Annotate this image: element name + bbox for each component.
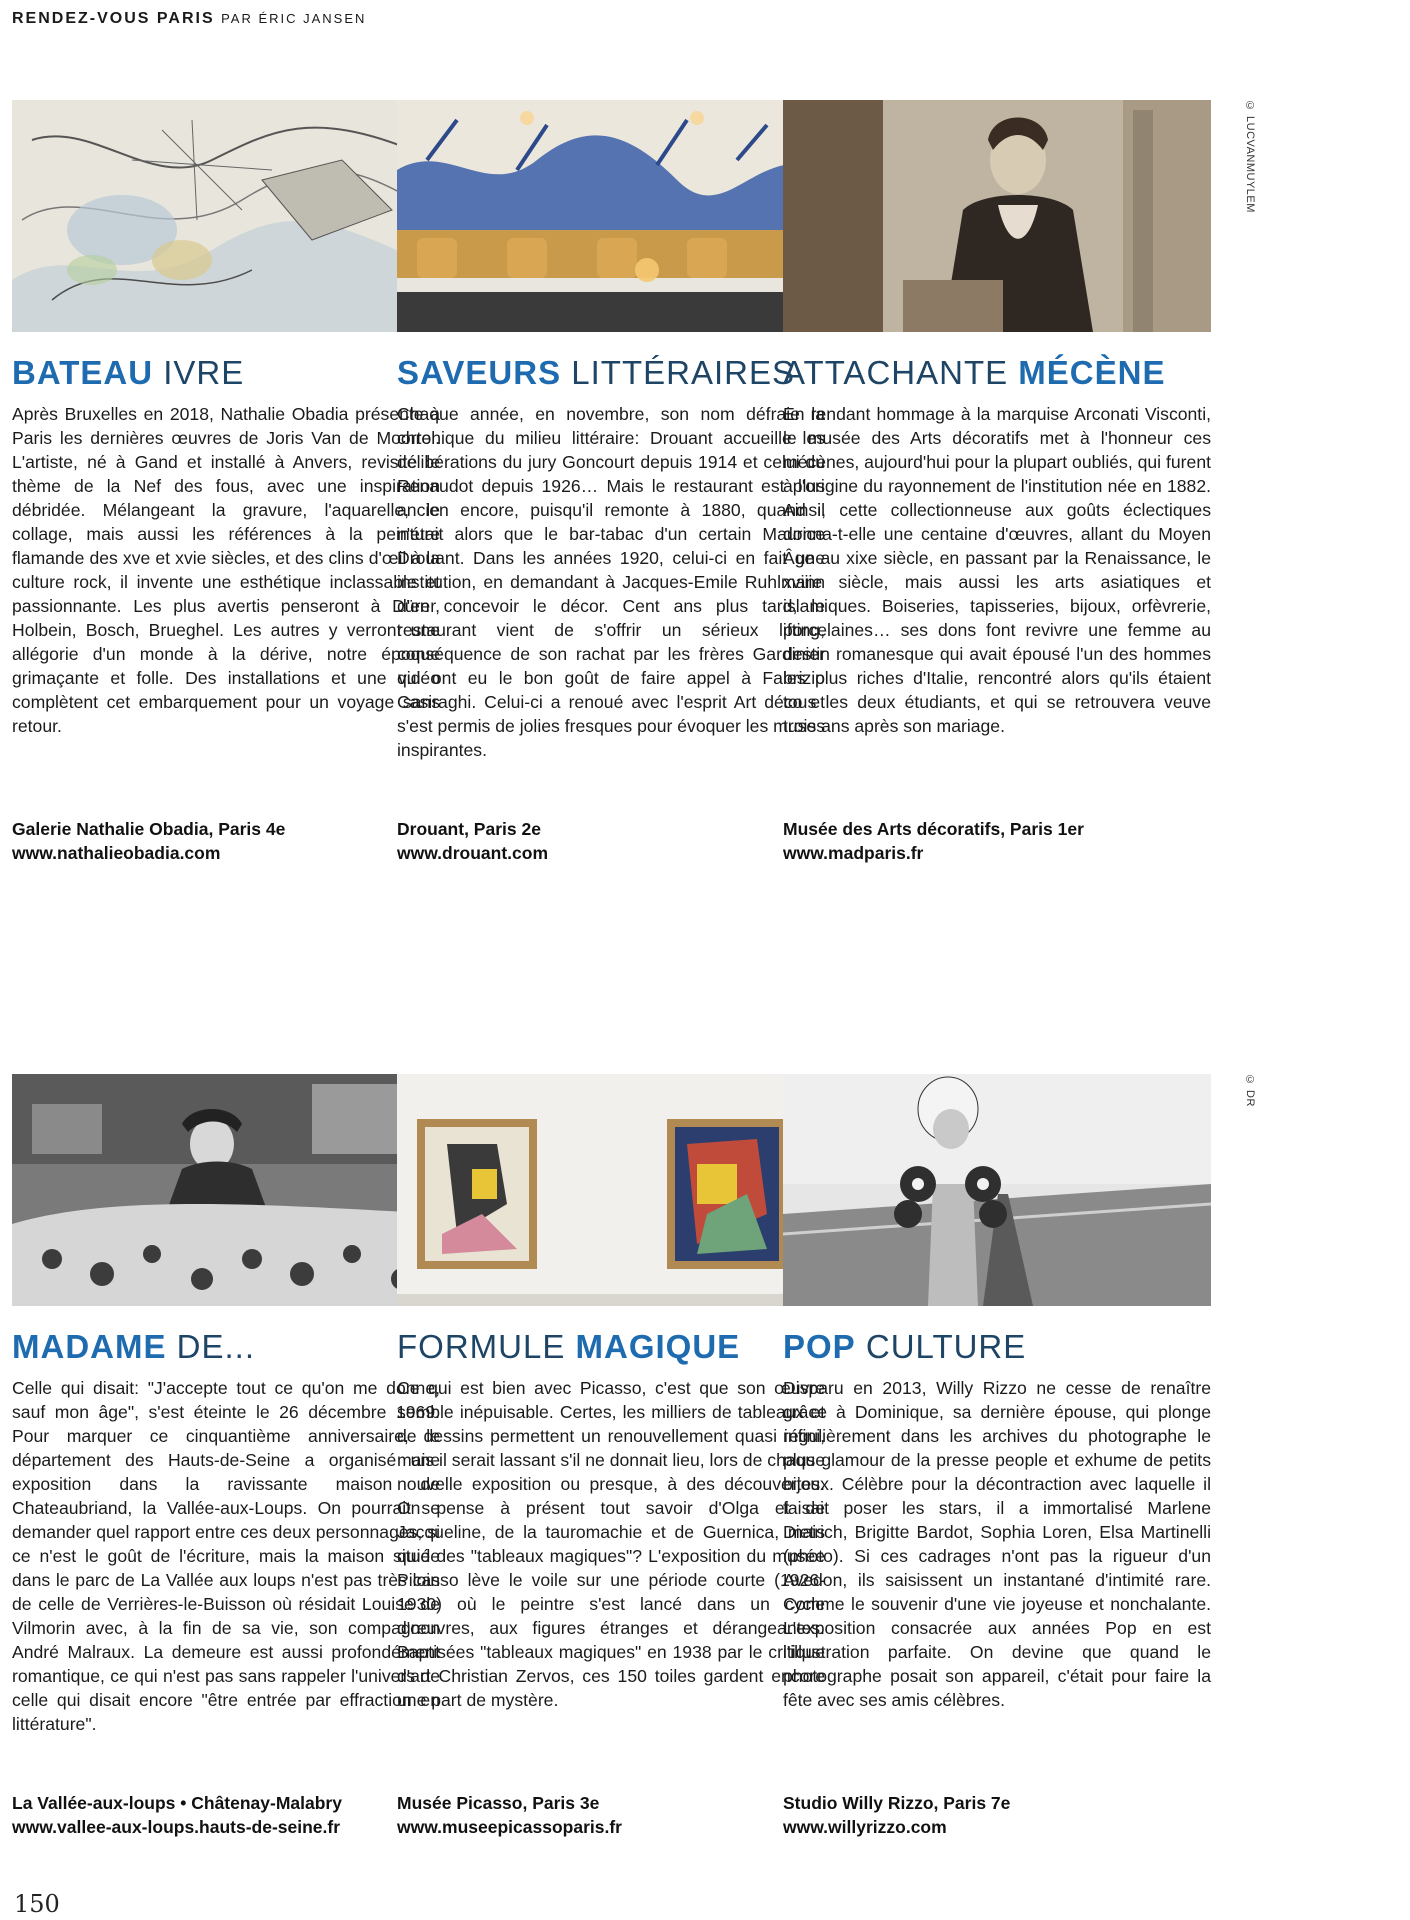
article-paragraph: En rendant hommage à la marquise Arconati Visconti, le musée des Arts décoratifs met à l'honneur ces mécènes, aujourd'hui pour la plupart oubliés, qui furent à l'origine du rayonnement de l'institution née en 1882. Ainsi, cette collectionneuse aux goûts éclectiques donna-t-elle une centaine d'œuvres, allant du Moyen Âge au xixe siècle, en passant par la Renaissance, le xviiie siècle, mais aussi les arts asiatiques et islamiques. Boiseries, tapisseries, bijoux, orfèvrerie, porcelaines… ses dons font revivre une femme au destin romanesque qui avait épousé l'un des hommes les plus riches d'Italie, rencontré alors qu'ils étaient tous les deux étudiants, et qui se retrouvera veuve trois ans après son mariage. <box>783 404 1211 736</box>
article-body <box>397 1376 825 1712</box>
venue-url: www.museepicassoparis.fr <box>397 1817 622 1837</box>
photo-credit: © LUCVANMUYLEM <box>1244 100 1256 213</box>
venue-info <box>783 1791 1223 1839</box>
article-photo-model <box>783 1074 1211 1306</box>
title-pre: ATTACHANTE <box>783 354 1009 391</box>
venue-name: Musée Picasso, Paris 3e <box>397 1793 600 1813</box>
title-rest: LITTÉRAIRES <box>571 354 795 391</box>
article-paragraph: Disparu en 2013, Willy Rizzo ne cesse de renaître grâce à Dominique, sa dernière épouse, qui plonge régulièrement dans les archives du photographe le plus glamour de la presse people et exhume de petits bijoux. Célèbre pour la décontraction avec laquelle il faisait poser les stars, il a immortalisé Marlene Dietrich, Brigitte Bardot, Sophia Loren, Elsa Martinelli (photo). Si ces cadrages n'ont pas la rigueur d'un Avedon, ils saisissent un instantané d'intimité rare. Comme le souvenir d'une vie joyeuse et nonchalante. L'exposition consacrée aux années Pop en est l'illustration parfaite. On devine que quand le photographe posait son appareil, c'était pour faire la fête avec ses amis célèbres. <box>783 1378 1211 1710</box>
article-photo-artwork <box>12 100 440 332</box>
title-highlight: SAVEURS <box>397 354 562 391</box>
title-highlight: MAGIQUE <box>575 1328 741 1365</box>
venue-info <box>397 817 837 865</box>
section-title: RENDEZ-VOUS PARIS <box>12 10 215 27</box>
page-header <box>12 10 366 28</box>
venue-info <box>12 817 452 865</box>
venue-name: Galerie Nathalie Obadia, Paris 4e <box>12 819 286 839</box>
article-paragraph: Ce qui est bien avec Picasso, c'est que son œuvre semble inépuisable. Certes, les milliers de tableaux et de dessins permettent un renouvellement quasi infini, mais il serait lassant s'il ne donnait lieu, lors de chaque nouvelle exposition ou presque, à des découvertes. On pense à présent tout savoir d'Olga et de Jacqueline, de la tauromachie et de Guernica, mais quid des "tableaux magiques"? L'exposition du musée Picasso lève le voile sur une période courte (1926-1930) où le peintre s'est lancé dans un cycle d'œuvres, aux figures étranges et dérangeantes. Baptisées "tableaux magiques" en 1938 par le critique d'art Christian Zervos, ces 150 toiles gardent encore une part de mystère. <box>397 1378 825 1710</box>
article-photo-paintings <box>397 1074 825 1306</box>
venue-info <box>397 1791 837 1839</box>
title-rest: DE... <box>176 1328 256 1365</box>
article-paragraph: Chaque année, en novembre, son nom défraie la chronique du milieu littéraire: Drouant accueille les délibérations du jury Goncourt depuis 1914 et celui du Renaudot depuis 1926… Mais le restaurant est plus ancien encore, puisqu'il remonte à 1880, quand il n'était alors que le bar-tabac d'un certain Maurice Drouant. Dans les années 1920, celui-ci en fait une institution, en demandant à Jacques-Emile Ruhlmann d'en concevoir le décor. Cent ans plus tard, le restaurant vient de s'offrir un sérieux lifting, conséquence de son rachat par les frères Gardinier qui ont eu le bon goût de faire appel à Fabrizio Casiraghi. Celui-ci a renoué avec l'esprit Art déco et s'est permis de jolies fresques pour évoquer les muses inspirantes. <box>397 404 825 760</box>
article-title <box>783 1328 1243 1366</box>
venue-info <box>12 1791 452 1839</box>
article-body <box>783 1376 1211 1712</box>
photo-credit: © DR <box>1244 1074 1256 1107</box>
venue-url: www.madparis.fr <box>783 843 924 863</box>
page-number: 150 <box>14 1890 60 1918</box>
venue-url: www.drouant.com <box>397 843 549 863</box>
article-paragraph: Celle qui disait: "J'accepte tout ce qu'on me donne, sauf mon âge", s'est éteinte le 26 décembre 1969. Pour marquer ce cinquantième anniversaire, le département des Hauts-de-Seine a organisé une exposition dans la ravissante maison de Chateaubriand, la Vallée-aux-Loups. On pourrait se demander quel rapport entre ces deux personnages, si ce n'est le goût de l'écriture, mais la maison située dans le parc de La Vallée aux loups n'est pas très loin de celle de Verrières-le-Buisson où résidait Louise de Vilmorin avec, à la fin de sa vie, son compagnon André Malraux. La demeure est aussi profondément romantique, ce qui n'est pas sans rappeler l'univers de celle qui disait encore "être entrée par effraction en littérature". <box>12 1378 440 1734</box>
article-body <box>12 1376 440 1736</box>
venue-url: www.vallee-aux-loups.hauts-de-seine.fr <box>12 1817 341 1837</box>
venue-name: Studio Willy Rizzo, Paris 7e <box>783 1793 1011 1813</box>
article-title <box>783 354 1243 392</box>
title-highlight: MADAME <box>12 1328 167 1365</box>
title-highlight: MÉCÈNE <box>1018 354 1166 391</box>
title-rest: IVRE <box>163 354 245 391</box>
venue-name: Musée des Arts décoratifs, Paris 1er <box>783 819 1084 839</box>
venue-url: www.willyrizzo.com <box>783 1817 947 1837</box>
title-pre: FORMULE <box>397 1328 566 1365</box>
article-body <box>12 402 440 738</box>
venue-name: Drouant, Paris 2e <box>397 819 541 839</box>
title-rest: CULTURE <box>865 1328 1027 1365</box>
venue-url: www.nathalieobadia.com <box>12 843 221 863</box>
author-byline: PAR ÉRIC JANSEN <box>221 11 367 26</box>
article-body <box>783 402 1211 738</box>
article-photo-restaurant <box>397 100 825 332</box>
article-body <box>397 402 825 762</box>
venue-info <box>783 817 1223 865</box>
venue-name: La Vallée-aux-loups • Châtenay-Malabry <box>12 1793 342 1813</box>
title-highlight: BATEAU <box>12 354 154 391</box>
article-paragraph: Après Bruxelles en 2018, Nathalie Obadia présente à Paris les dernières œuvres de Joris Van de Moortel. L'artiste, né à Gand et installé à Anvers, revisite le thème de la Nef des fous, avec une inspiration débridée. Mélangeant la gravure, l'aquarelle, le collage, mais aussi les références à la peinture flamande des xve et xvie siècles, et des clins d'œil à la culture rock, il invente une esthétique inclassable et passionnante. Les plus avertis penseront à Dürer, Holbein, Bosch, Brueghel. Les autres y verront une allégorie d'un monde à la dérive, notre époque grimaçante et folle. Des installations et une vidéo complètent cet embarquement pour un voyage sans retour. <box>12 404 440 736</box>
article-photo-salon <box>12 1074 440 1306</box>
title-highlight: POP <box>783 1328 856 1365</box>
article-photo-portrait <box>783 100 1211 332</box>
